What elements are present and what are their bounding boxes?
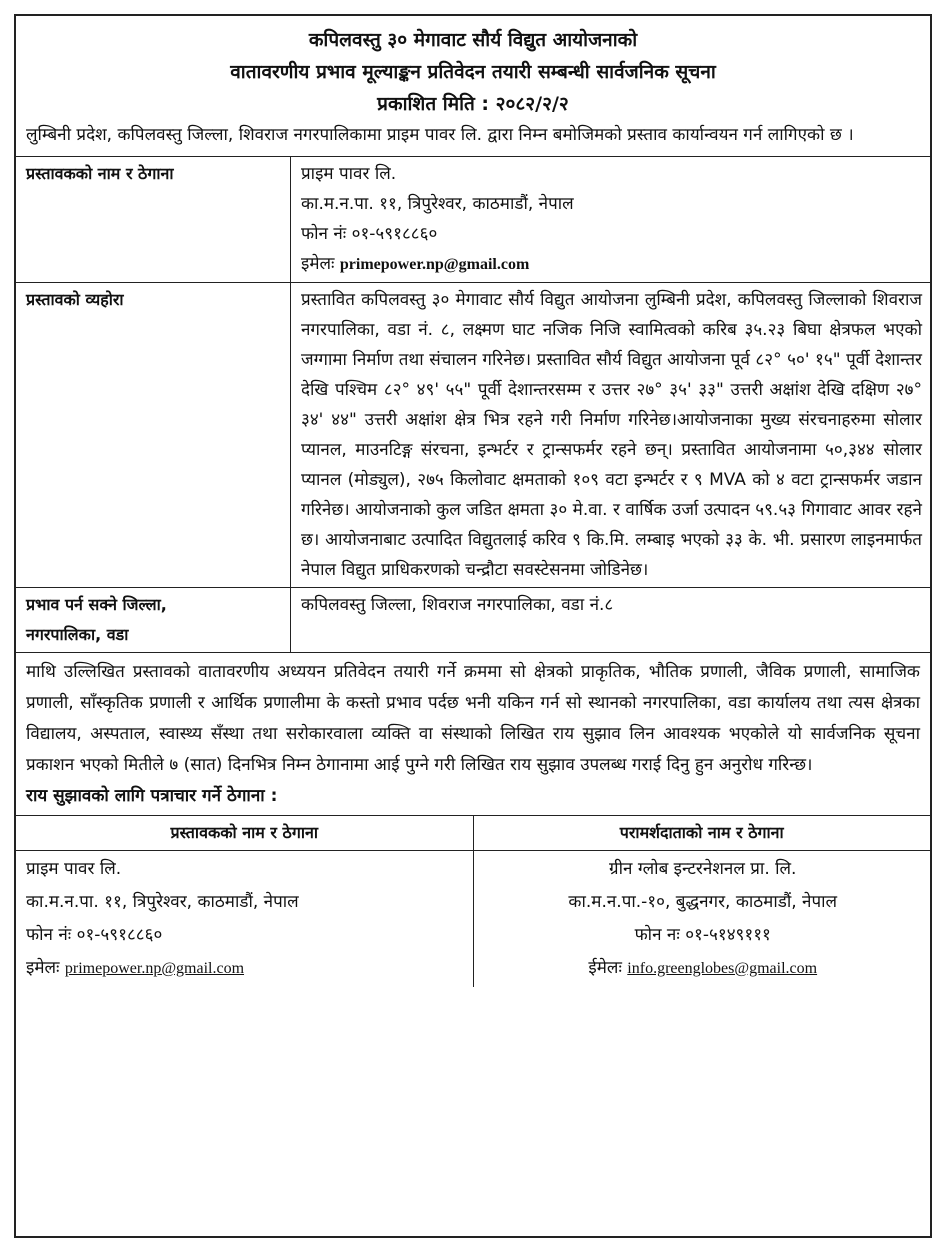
consultant-contact-name: ग्रीन ग्लोब इन्टरनेशनल प्रा. लि. xyxy=(609,859,797,879)
proponent-contact-email-label: इमेलः xyxy=(26,958,60,978)
proponent-email-line xyxy=(301,249,922,280)
notice-header xyxy=(16,16,930,120)
contacts-header-row xyxy=(16,816,930,851)
consultant-contact-email-link[interactable]: info.greenglobes@gmail.com xyxy=(627,960,818,977)
proponent-email-label: इमेलः xyxy=(301,254,335,274)
proposal-label: प्रस्तावको व्यहोरा xyxy=(16,283,291,588)
proponent-row xyxy=(16,157,930,283)
proponent-label: प्रस्तावकको नाम र ठेगाना xyxy=(16,157,291,283)
request-paragraph: माथि उल्लिखित प्रस्तावको वातावरणीय अध्ययन प्रतिवेदन तयारी गर्ने क्रममा सो क्षेत्रको प्राकृतिक, भौतिक प्रणाली, जैविक प्रणाली, सामाजिक प्रणाली, साँस्कृतिक प्रणाली र आर्थिक प्रणालीमा के कस्तो प्रभाव पर्दछ भनी यकिन गर्न सो स्थानको नगरपालिका, वडा कार्यालय तथा त्यस क्षेत्रका विद्यालय, अस्पताल, स्वास्थ्य सँस्था तथा सरोकारवाला व्यक्ति वा संस्थाको लिखित राय सुझाव लिन आवश्यक भएकोले यो सार्वजनिक सूचना प्रकाशन भएको मितीले ७ (सात) दिनभित्र निम्न ठेगानामा आई पुग्ने गरी लिखित राय सुझाव उपलब्ध गराई दिनु हुन अनुरोध गरिन्छ। xyxy=(26,662,920,775)
contacts-table xyxy=(16,816,930,987)
consultant-contact xyxy=(473,851,930,988)
affected-area-label-line2: नगरपालिका, वडा xyxy=(26,625,129,644)
affected-area-label-line1: प्रभाव पर्न सक्ने जिल्ला, xyxy=(26,595,167,614)
proposal-row xyxy=(16,283,930,588)
correspondence-title: राय सुझावको लागि पत्राचार गर्ने ठेगाना : xyxy=(16,781,930,816)
proponent-contact-heading: प्रस्तावकको नाम र ठेगाना xyxy=(16,816,473,851)
affected-area-value: कपिलवस्तु जिल्ला, शिवराज नगरपालिका, वडा नं.८ xyxy=(291,588,931,653)
consultant-contact-email-line xyxy=(484,952,923,985)
proponent-address: का.म.न.पा. ११, त्रिपुरेश्वर, काठमाडौं, नेपाल xyxy=(301,194,574,214)
consultant-contact-address: का.म.न.पा.-१०, बुद्धनगर, काठमाडौं, नेपाल xyxy=(568,892,838,912)
notice-intro: लुम्बिनी प्रदेश, कपिलवस्तु जिल्ला, शिवराज नगरपालिकामा प्राइम पावर लि. द्वारा निम्न बमोजिमको प्रस्ताव कार्यान्वयन गर्न लागिएको छ । xyxy=(16,120,930,157)
proposal-description: प्रस्तावित कपिलवस्तु ३० मेगावाट सौर्य विद्युत आयोजना लुम्बिनी प्रदेश, कपिलवस्तु जिल्लाको शिवराज नगरपालिका, वडा नं. ८, लक्ष्मण घाट नजिक निजि स्वामित्वको करिब ३५.२३ बिघा क्षेत्रफल भएको जग्गामा निर्माण तथा संचालन गरिनेछ। प्रस्तावित सौर्य विद्युत आयोजना पूर्व ८२° ५०' १५" पूर्वी देशान्तर देखि पश्चिम ८२° ४९' ५५" पूर्वी देशान्तरसम्म र उत्तर २७° ३५' ३३" उत्तरी अक्षांश देखि दक्षिण २७° ३४' ४४" उत्तरी अक्षांश क्षेत्र भित्र रहने गरी निर्माण गरिनेछ।आयोजनाका मुख्य संरचनाहरुमा सोलार प्यानल, माउनटिङ्ग संरचना, इन्भर्टर र ट्रान्सफर्मर रहने छन्। प्रस्तावित आयोजनामा ५०,३४४ सोलार प्यानल (मोड्युल), २७५ किलोवाट क्षमताको १०९ वटा इन्भर्टर र ९ MVA को ४ वटा ट्रान्सफर्मर जडान गरिनेछ। आयोजनाको कुल जडित क्षमता ३० मे.वा. र वार्षिक उर्जा उत्पादन ५९.५३ गिगावाट आवर रहने छ। आयोजनाबाट उत्पादित विद्युतलाई करिव ९ कि.मि. लम्बाइ भएको ३३ के. भी. प्रसारण लाइनमार्फत नेपाल विद्युत प्राधिकरणको चन्द्रौटा सवस्टेसनमा जोडिनेछ। xyxy=(291,283,931,588)
proponent-phone: फोन नंः ०१-५९१८८६० xyxy=(301,224,438,244)
proponent-value xyxy=(291,157,931,283)
proponent-email[interactable]: primepower.np@gmail.com xyxy=(339,256,530,273)
proponent-name: प्राइम पावर लि. xyxy=(301,164,397,184)
proponent-contact-email-line xyxy=(26,952,465,985)
proponent-contact-address: का.म.न.पा. ११, त्रिपुरेश्वर, काठमाडौं, नेपाल xyxy=(26,892,299,912)
publication-date: प्रकाशित मिति : २०८२/२/२ xyxy=(377,93,569,115)
contacts-body-row xyxy=(16,851,930,988)
proponent-contact-email-link[interactable]: primepower.np@gmail.com xyxy=(64,960,245,977)
proponent-contact xyxy=(16,851,473,988)
affected-area-label xyxy=(16,588,291,653)
affected-area-row xyxy=(16,588,930,653)
public-notice xyxy=(14,14,932,1238)
consultant-contact-email-label: ईमेलः xyxy=(588,958,622,978)
notice-title-line1: कपिलवस्तु ३० मेगावाट सौर्य विद्युत आयोजनाको xyxy=(308,29,638,51)
proposal-details-table xyxy=(16,157,930,653)
consultant-contact-heading: परामर्शदाताको नाम र ठेगाना xyxy=(473,816,930,851)
proponent-contact-phone: फोन नंः ०१-५९१८८६० xyxy=(26,925,163,945)
consultant-contact-phone: फोन नः ०१-५१४९१११ xyxy=(634,925,771,945)
proponent-contact-name: प्राइम पावर लि. xyxy=(26,859,122,879)
notice-title-line2: वातावरणीय प्रभाव मूल्याङ्कन प्रतिवेदन तयारी सम्बन्धी सार्वजनिक सूचना xyxy=(230,61,716,83)
